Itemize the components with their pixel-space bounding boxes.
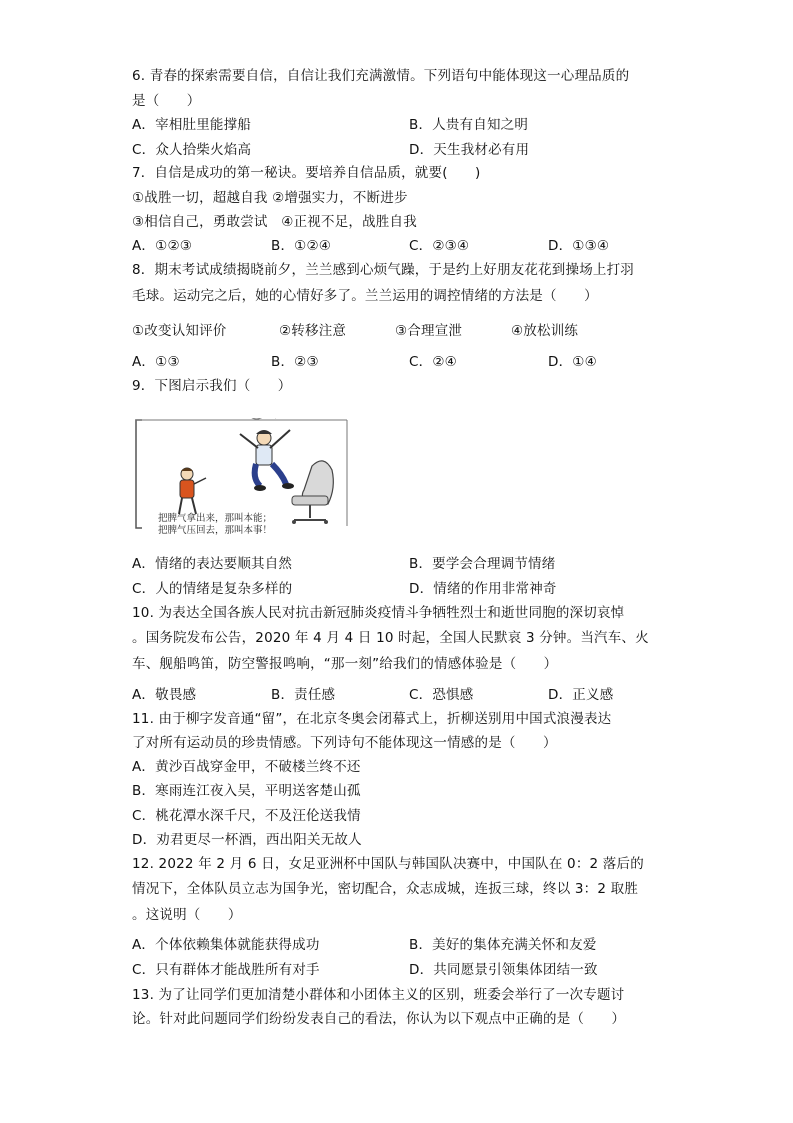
- q9-option-b: B．要学会合理调节情绪: [409, 556, 556, 572]
- q6-stem-line-2: 是（ ）: [132, 93, 201, 109]
- q12-stem-line-1: 12. 2022 年 2 月 6 日，女足亚洲杯中国队与韩国队决赛中，中国队在 0：2 落后的: [132, 856, 644, 872]
- q12-option-d: D．共同愿景引领集体团结一致: [409, 962, 598, 978]
- q12-option-b: B．美好的集体充满关怀和友爱: [409, 937, 597, 953]
- q9-cartoon-figure: [132, 418, 354, 536]
- q7-items-line-1: ①战胜一切，超越自我 ②增强实力，不断进步: [132, 190, 408, 206]
- cartoon-illustration: [132, 418, 354, 536]
- q6-stem-line-1: 6. 青春的探索需要自信，自信让我们充满激情。下列语句中能体现这一心理品质的: [132, 68, 630, 84]
- q6-option-a: A．宰相肚里能撑船: [132, 117, 252, 133]
- q6-option-d: D．天生我材必有用: [409, 142, 530, 158]
- q9-stem: 9．下图启示我们（ ）: [132, 378, 292, 394]
- q8-item-4: ④放松训练: [511, 323, 579, 339]
- q11-option-c: C．桃花潭水深千尺，不及汪伦送我情: [132, 808, 361, 824]
- q7-items-line-2: ③相信自己，勇敢尝试 ④正视不足，战胜自我: [132, 214, 417, 230]
- q8-option-b: B．②③: [271, 354, 319, 370]
- q11-option-d: D．劝君更尽一杯酒，西出阳关无故人: [132, 832, 362, 848]
- q12-option-c: C．只有群体才能战胜所有对手: [132, 962, 320, 978]
- q12-option-a: A．个体依赖集体就能获得成功: [132, 937, 320, 953]
- q8-item-1: ①改变认知评价: [132, 323, 227, 339]
- q10-stem-line-2: 。国务院发布公告，2020 年 4 月 4 日 10 时起，全国人民默哀 3 分钟。当汽车、火: [132, 630, 649, 646]
- q10-option-c: C．恐惧感: [409, 687, 474, 703]
- q9-option-c: C．人的情绪是复杂多样的: [132, 581, 293, 597]
- q13-stem-line-2: 论。针对此问题同学们纷纷发表自己的看法，你认为以下观点中正确的是（ ）: [132, 1011, 626, 1027]
- q9-option-a: A．情绪的表达要顺其自然: [132, 556, 293, 572]
- q8-option-d: D．①④: [548, 354, 597, 370]
- q8-item-3: ③合理宣泄: [395, 323, 463, 339]
- q8-stem-line-1: 8．期末考试成绩揭晓前夕，兰兰感到心烦气躁，于是约上好朋友花花到操场上打羽: [132, 262, 634, 278]
- q11-option-b: B．寒雨连江夜入吴，平明送客楚山孤: [132, 783, 361, 799]
- q8-stem-line-2: 毛球。运动完之后，她的心情好多了。兰兰运用的调控情绪的方法是（ ）: [132, 288, 598, 304]
- figure-caption-line-1: 把脾气拿出来，那叫本能；: [158, 513, 273, 524]
- q11-stem-line-2: 了对所有运动员的珍贵情感。下列诗句不能体现这一情感的是（ ）: [132, 735, 557, 751]
- q12-stem-line-3: 。这说明（ ）: [132, 907, 242, 923]
- q10-option-d: D．正义感: [548, 687, 614, 703]
- q10-stem-line-3: 车、舰船鸣笛，防空警报鸣响，“那一刻”给我们的情感体验是（ ）: [132, 656, 558, 672]
- q7-option-a: A．①②③: [132, 238, 193, 254]
- q8-option-c: C．②④: [409, 354, 457, 370]
- q6-option-b: B．人贵有自知之明: [409, 117, 529, 133]
- q9-option-d: D．情绪的作用非常神奇: [409, 581, 557, 597]
- q12-stem-line-2: 情况下，全体队员立志为国争光，密切配合，众志成城，连扳三球，终以 3：2 取胜: [132, 881, 639, 897]
- q11-stem-line-1: 11. 由于柳字发音通“留”，在北京冬奥会闭幕式上，折柳送别用中国式浪漫表达: [132, 711, 612, 727]
- figure-caption-line-2: 把脾气压回去，那叫本事！: [158, 525, 273, 536]
- q11-option-a: A．黄沙百战穿金甲，不破楼兰终不还: [132, 759, 361, 775]
- q8-item-2: ②转移注意: [279, 323, 347, 339]
- q6-option-c: C．众人拾柴火焰高: [132, 142, 252, 158]
- q7-option-d: D．①③④: [548, 238, 610, 254]
- q10-option-b: B．责任感: [271, 687, 336, 703]
- q7-stem: 7．自信是成功的第一秘诀。要培养自信品质，就要( ): [132, 165, 481, 181]
- q10-option-a: A．敬畏感: [132, 687, 197, 703]
- q7-option-b: B．①②④: [271, 238, 332, 254]
- q8-option-a: A．①③: [132, 354, 180, 370]
- q10-stem-line-1: 10. 为表达全国各族人民对抗击新冠肺炎疫情斗争牺牲烈士和逝世同胞的深切哀悼: [132, 605, 625, 621]
- q13-stem-line-1: 13. 为了让同学们更加清楚小群体和小团体主义的区别，班委会举行了一次专题讨: [132, 987, 625, 1003]
- q7-option-c: C．②③④: [409, 238, 470, 254]
